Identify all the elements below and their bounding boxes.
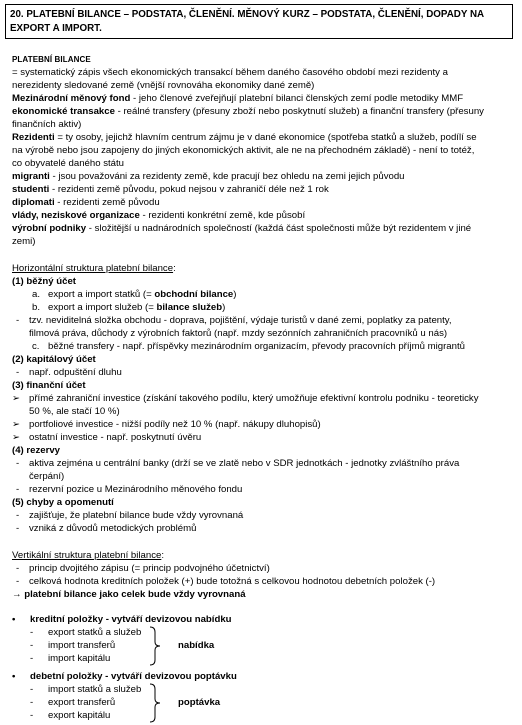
list-item: - import transferů — [30, 640, 116, 651]
definition-transactions — [12, 105, 484, 118]
definition-text: zemi) — [12, 236, 36, 247]
list-item: ➢ ostatní investice - např. poskytnutí úvěru — [12, 432, 202, 443]
debit-items-heading: • debetní položky - vytváří devizovou poptávku — [12, 671, 237, 682]
definition-diplomats — [12, 196, 160, 209]
arrow-icon: ➢ — [12, 393, 21, 404]
term: migranti — [12, 171, 50, 182]
list-item: a. export a import statků (= obchodní bilance) — [32, 289, 237, 300]
section-current-account: (1) běžný účet — [12, 276, 76, 287]
definition-text: - jsou považováni za rezidenty země, kde pracují bez ohledu na zemi jejich původu — [49, 171, 405, 182]
term: Mezinárodní měnový fond — [12, 93, 131, 104]
definition-producers — [12, 222, 471, 235]
list-item: - celková hodnota kreditních položek (+) bude totožná s celkovou hodnotou debetních položek (-) — [16, 576, 436, 587]
definition-text: na výrobě nebo jsou zapojeny do jiných ekonomických aktivit, ale ne na přechodném základě) - není to totéž, — [12, 145, 475, 156]
definition-text: co obyvatelé daného státu — [12, 158, 125, 169]
definition-text: = ty osoby, jejichž hlavním centrum zájmu je v dané ekonomice (spotřeba statků a služeb, podílí se — [54, 132, 477, 143]
term: diplomati — [12, 197, 55, 208]
list-item: - princip dvojitého zápisu (= princip podvojného účetnictví) — [16, 563, 270, 574]
definition-text: - reálné transfery (přesuny zboží nebo poskytnutí služeb) a finanční transfery (přesuny — [114, 106, 484, 117]
definition-residents — [12, 131, 477, 144]
intro-line: = systematický zápis všech ekonomických transakcí během daného časového období mezi rezidenty a — [12, 67, 448, 78]
term: Rezidenti — [12, 132, 55, 143]
right-arrow-icon: → — [12, 589, 22, 600]
list-item-continuation: 50 %, ale stačí 10 %) — [29, 406, 120, 417]
section-errors-omissions: (5) chyby a opomenutí — [12, 497, 114, 508]
arrow-icon: ➢ — [12, 419, 21, 430]
list-item: - export statků a služeb — [30, 627, 142, 638]
list-item: - aktiva zejména u centrální banky (drží se ve zlatě nebo v SDR jednotkách - jednotky zvláštního práva — [16, 458, 460, 469]
definition-governments — [12, 209, 305, 222]
page-title: 20. PLATEBNÍ BILANCE – PODSTATA, ČLENĚNÍ. MĚNOVÝ KURZ – PODSTATA, ČLENĚNÍ, DOPADY NA EXPORT A IMPORT. — [5, 4, 513, 39]
definition-students — [12, 183, 329, 196]
credit-items-heading: • kreditní položky - vytváří devizovou nabídku — [12, 614, 232, 625]
definition-mmf — [12, 92, 463, 105]
definition-text: finančních aktiv) — [12, 119, 82, 130]
definition-text: - rezidenti země původu — [54, 197, 160, 208]
curly-brace-icon — [148, 683, 162, 723]
list-item-continuation: čerpání) — [29, 471, 65, 482]
demand-label: poptávka — [178, 697, 221, 708]
definition-migrants — [12, 170, 405, 183]
vertical-structure-heading: Vertikální struktura platební bilance: — [12, 550, 164, 561]
list-item: - import statků a služeb — [30, 684, 142, 695]
list-item: ➢ portfoliové investice - nižší podíly než 10 % (např. nákupy dluhopisů) — [12, 419, 321, 430]
section-heading: PLATEBNÍ BILANCE — [12, 55, 91, 64]
term: studenti — [12, 184, 50, 195]
list-item: - import kapitálu — [30, 653, 111, 664]
definition-text: - složitější u nadnárodních společností (každá část společnosti může být rezidentem v jiné — [86, 223, 472, 234]
arrow-icon: ➢ — [12, 432, 21, 443]
list-item: ➢ přímé zahraniční investice (získání takového podílu, který umožňuje efektivní kontrolu podniku - teoreticky — [12, 393, 479, 404]
list-item: - zajišťuje, že platební bilance bude vždy vyrovnaná — [16, 510, 244, 521]
list-item: - export kapitálu — [30, 710, 111, 721]
definition-text: - rezidenti země původu, pokud nejsou v zahraničí déle než 1 rok — [49, 184, 329, 195]
term: ekonomické transakce — [12, 106, 115, 117]
section-capital-account: (2) kapitálový účet — [12, 354, 96, 365]
list-item: - např. odpuštění dluhu — [16, 367, 122, 378]
list-item: c. běžné transfery - např. příspěvky mezinárodním organizacím, převody pracovních příjmů migrantů — [32, 341, 465, 352]
term: výrobní podniky — [12, 223, 87, 234]
list-item: - vzniká z důvodů metodických problémů — [16, 523, 197, 534]
list-item: - rezervní pozice u Mezinárodního měnového fondu — [16, 484, 243, 495]
list-item-continuation: filmová práva, důchody z výrobních faktorů (např. mzdy sezónních zahraničních pracovníků u nás) — [29, 328, 448, 339]
section-reserves: (4) rezervy — [12, 445, 61, 456]
bullet-icon: • — [12, 671, 16, 682]
conclusion: → platební bilance jako celek bude vždy vyrovnaná — [12, 589, 246, 600]
intro-line: nerezidenty sledované země (vnější rovnováha ekonomiky dané země) — [12, 80, 315, 91]
definition-text: - rezidenti konkrétní země, kde působí — [139, 210, 306, 221]
list-item: - tzv. neviditelná složka obchodu - doprava, pojištění, výdaje turistů v dané zemi, poplatky za patenty, — [16, 315, 452, 326]
definition-text: - jeho členové zveřejňují platební bilanci členských zemí podle metodiky MMF — [130, 93, 464, 104]
curly-brace-icon — [148, 626, 162, 666]
horizontal-structure-heading: Horizontální struktura platební bilance: — [12, 263, 176, 274]
supply-label: nabídka — [178, 640, 215, 651]
section-financial-account: (3) finanční účet — [12, 380, 86, 391]
list-item: b. export a import služeb (= bilance služeb) — [32, 302, 226, 313]
list-item: - export transferů — [30, 697, 116, 708]
term: vlády, neziskové organizace — [12, 210, 140, 221]
bullet-icon: • — [12, 614, 16, 625]
